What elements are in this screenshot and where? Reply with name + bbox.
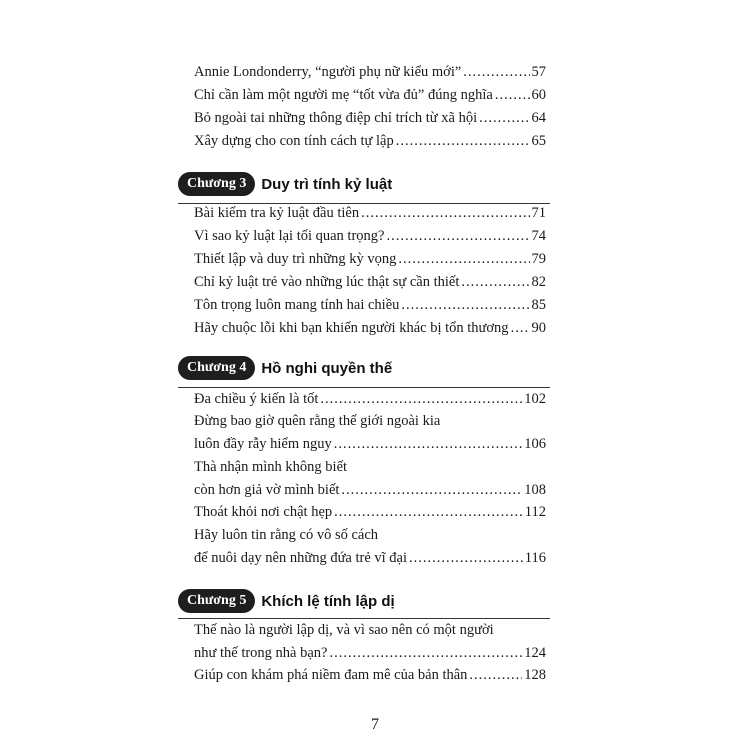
dot-leader [396,131,530,151]
toc-entry-title: Bài kiểm tra kỷ luật đầu tiên [194,205,360,221]
toc-entry[interactable] [194,272,546,295]
toc-entry-title: Thiết lập và duy trì những kỳ vọng [194,251,397,267]
toc-entry[interactable] [194,249,546,272]
dot-leader [386,226,529,246]
toc-entry-line [194,502,546,525]
toc-entry-title: như thế trong nhà bạn? [194,645,328,661]
dot-leader [341,480,522,500]
toc-page-number: 82 [531,274,546,290]
toc-entry[interactable] [194,226,546,249]
toc-entry[interactable] [194,620,546,666]
toc-entry-title: Hãy luôn tin rằng có vô số cách [194,527,379,543]
dot-leader [401,295,529,315]
toc-page-number: 57 [531,64,546,80]
toc-entry-line [194,665,546,688]
toc-entry-line [194,131,546,154]
toc-page-number: 108 [524,482,546,498]
dot-leader [463,62,529,82]
dot-leader [511,318,530,338]
toc-entry-title: Giúp con khám phá niềm đam mê của bản thân [194,667,468,683]
chapter-heading [178,356,392,380]
chapter-title: Khích lệ tính lập dị [261,592,395,610]
toc-entry-title: Đừng bao giờ quên rằng thế giới ngoài kia [194,413,441,429]
toc-page-number: 71 [531,205,546,221]
toc-page-number: 85 [531,297,546,313]
toc-entry-title: Xây dựng cho con tính cách tự lập [194,133,394,149]
toc-entry-line [194,389,546,412]
chapter-badge: Chương 4 [178,356,255,380]
toc-entry-line [194,62,546,85]
dot-leader [330,643,523,663]
toc-entry-line [194,318,546,341]
dot-leader [398,249,529,269]
toc-entry-title: còn hơn giả vờ mình biết [194,482,340,498]
toc-entry[interactable] [194,108,546,131]
toc-entry[interactable] [194,62,546,85]
toc-page-number: 74 [531,228,546,244]
chapter-title: Hồ nghi quyền thế [261,359,393,377]
toc-entry-title: Hãy chuộc lỗi khi bạn khiến người khác bị tổn thương [194,320,509,336]
toc-entry-line [194,272,546,295]
toc-entry-title: Chỉ cần làm một người mẹ “tốt vừa đủ” đúng nghĩa [194,87,493,103]
toc-page-number: 128 [524,667,546,683]
chapter-badge: Chương 5 [178,589,255,613]
chapter-heading [178,172,392,196]
toc-entry-title: Vì sao kỷ luật lại tối quan trọng? [194,228,385,244]
chapter-rule [178,387,550,388]
toc-entry[interactable] [194,525,546,571]
chapter-badge: Chương 3 [178,172,255,196]
toc-page-number: 60 [531,87,546,103]
dot-leader [334,502,523,522]
toc-entry-line [194,620,546,643]
toc-entry[interactable] [194,411,546,457]
toc-entry[interactable] [194,295,546,318]
toc-page-number: 124 [524,645,546,661]
toc-entry-title: để nuôi dạy nên những đứa trẻ vĩ đại [194,550,408,566]
dot-leader [409,548,523,568]
toc-entry-line [194,203,546,226]
toc-entry-title: Tôn trọng luôn mang tính hai chiều [194,297,400,313]
toc-entry-line [194,457,546,480]
toc-entry-line [194,643,546,666]
toc-entry-line [194,548,546,571]
chapter-rule [178,618,550,619]
toc-page-number: 112 [524,504,546,520]
toc-page-number: 65 [531,133,546,149]
toc-entry[interactable] [194,502,546,525]
toc-entry-title: Annie Londonderry, “người phụ nữ kiểu mới” [194,64,462,80]
toc-entry-line [194,434,546,457]
dot-leader [361,203,529,223]
toc-entry[interactable] [194,85,546,108]
toc-entry[interactable] [194,665,546,688]
dot-leader [495,85,530,105]
dot-leader [334,434,523,454]
toc-entry-title: Chỉ kỷ luật trẻ vào những lúc thật sự cần thiết [194,274,460,290]
dot-leader [320,389,522,409]
toc-entry-title: Thà nhận mình không biết [194,459,348,475]
dot-leader [469,665,522,685]
chapter-heading [178,589,395,613]
toc-page-number: 116 [524,550,546,566]
toc-page-number: 64 [531,110,546,126]
toc-entry[interactable] [194,203,546,226]
toc-entry-line [194,480,546,503]
toc-entry-title: Bỏ ngoài tai những thông điệp chỉ trích từ xã hội [194,110,478,126]
toc-page-number: 90 [531,320,546,336]
toc-entry-title: Thoát khỏi nơi chật hẹp [194,504,333,520]
toc-entry-title: Thế nào là người lập dị, và vì sao nên có một người [194,622,494,638]
chapter-title: Duy trì tính kỷ luật [261,175,393,193]
toc-page-number: 102 [524,391,546,407]
toc-entry-title: luôn đầy rẫy hiểm nguy [194,436,332,452]
dot-leader [461,272,529,292]
toc-entry-line [194,226,546,249]
toc-entry[interactable] [194,389,546,412]
toc-entry-line [194,525,546,548]
toc-entry-line [194,295,546,318]
dot-leader [479,108,529,128]
toc-entry[interactable] [194,457,546,503]
toc-page-number: 79 [531,251,546,267]
toc-page-number: 106 [524,436,546,452]
page-number: 7 [371,716,379,733]
toc-entry[interactable] [194,318,546,341]
toc-entry-title: Đa chiều ý kiến là tốt [194,391,319,407]
toc-entry-line [194,108,546,131]
toc-entry-line [194,85,546,108]
toc-entry-line [194,249,546,272]
toc-entry-line [194,411,546,434]
toc-entry[interactable] [194,131,546,154]
